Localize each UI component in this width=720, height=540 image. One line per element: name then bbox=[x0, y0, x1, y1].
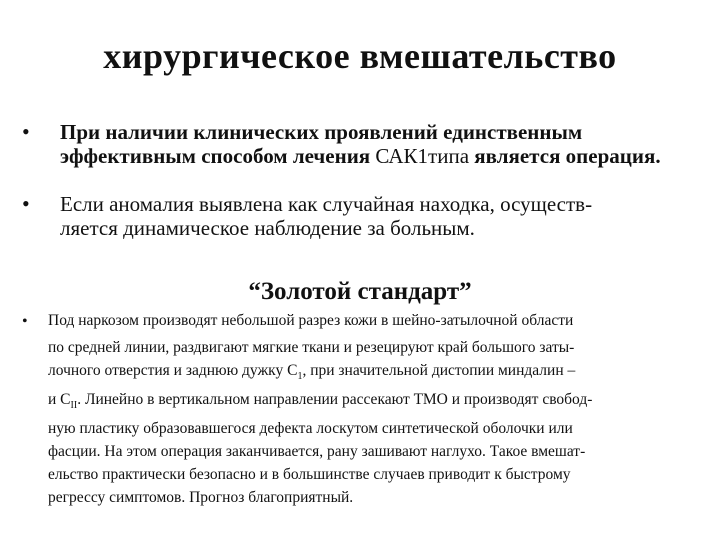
paragraph-line-1: Под наркозом производят небольшой разрез кожи в шейно-затылочной области bbox=[48, 312, 574, 329]
bullet-2-line-1: Если аномалия выявлена как случайная находка, осуществ- bbox=[60, 192, 593, 216]
bullet-1-bold-part-2: является операция. bbox=[469, 144, 661, 168]
paragraph-line-4-a: и С bbox=[48, 391, 71, 409]
paragraph-line-3-b: , при значительной дистопии миндалин – bbox=[302, 362, 576, 379]
paragraph-line-3-a: лочного отверстия и заднюю дужку С bbox=[48, 362, 298, 379]
paragraph-line-2: по средней линии, раздвигают мягкие ткани и резецируют край большого заты- bbox=[48, 339, 575, 356]
paragraph-line-5: ную пластику образовавшегося дефекта лоскутом синтетической оболочки или bbox=[48, 420, 573, 438]
paragraph-line-4-sub: II bbox=[70, 400, 78, 412]
bullet-text-2 bbox=[60, 192, 700, 240]
procedure-paragraph bbox=[48, 309, 700, 509]
paragraph-line-3 bbox=[48, 359, 700, 388]
paragraph-line-6: фасции. На этом операция заканчивается, рану зашивают наглухо. Такое вмешат- bbox=[48, 443, 586, 461]
paragraph-line-4 bbox=[48, 388, 700, 417]
section-subtitle: “Золотой стандарт” bbox=[248, 278, 472, 305]
paragraph-line-8: регрессу симптомов. Прогноз благоприятный. bbox=[48, 489, 354, 507]
paragraph-bullet-marker: • bbox=[22, 313, 28, 330]
paragraph-line-7: ельство практически безопасно и в большинстве случаев приводит к быстрому bbox=[48, 466, 571, 484]
bullet-1-bold-part-1: При наличии клинических проявлений единственным эффективным способом лечения bbox=[60, 120, 583, 168]
bullet-marker-2: • bbox=[22, 191, 30, 216]
bullet-1-normal-part: САК1типа bbox=[375, 144, 470, 168]
paragraph-line-3-sub: 1 bbox=[297, 371, 303, 383]
bullet-2-line-2: ляется динамическое наблюдение за больным. bbox=[60, 216, 475, 240]
bullet-text-1 bbox=[60, 120, 700, 168]
paragraph-line-4-b: . Линейно в вертикальном направлении рассекают ТМО и производят свобод- bbox=[77, 391, 593, 409]
bullet-marker-1: • bbox=[22, 119, 30, 144]
slide-title: хирургическое вмешательство bbox=[103, 36, 617, 76]
